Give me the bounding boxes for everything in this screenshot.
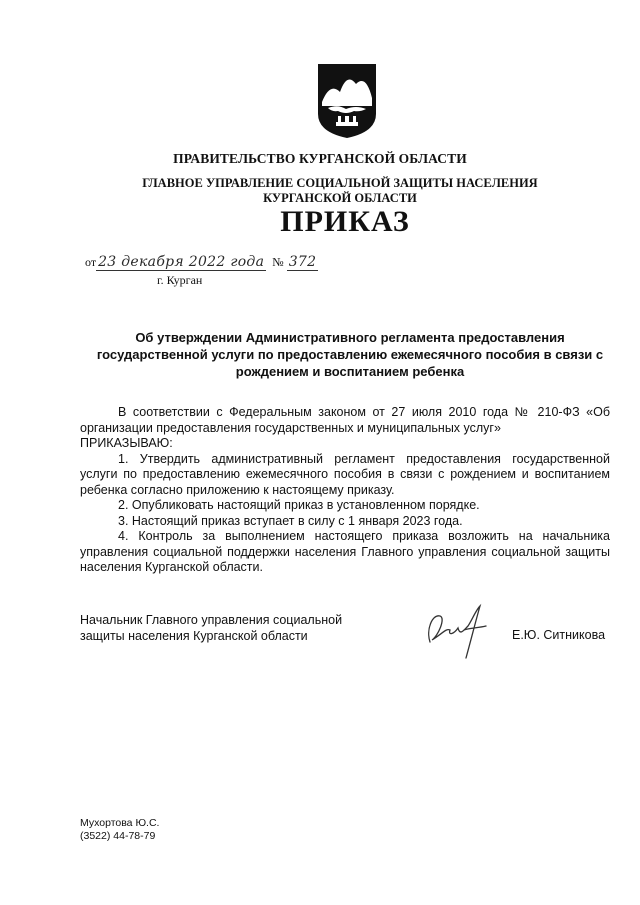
order-keyword: ПРИКАЗЫВАЮ:	[80, 436, 173, 450]
order-subject	[80, 329, 620, 380]
signatory-position-line2: защиты населения Курганской области	[80, 629, 308, 643]
handwritten-date: 23 декабря 2022 года	[98, 254, 265, 270]
handwritten-signature	[420, 600, 492, 662]
department-name	[0, 176, 640, 206]
handwritten-number: 372	[288, 254, 317, 270]
preamble-paragraph: В соответствии с Федеральным законом от 27 июля 2010 года № 210-ФЗ «Об организации предоставления государственных и муниципальных услуг»	[80, 405, 610, 435]
subject-line2: государственной услуги по предоставлению ежемесячного пособия в связи с	[96, 347, 604, 362]
department-name-line2: КУРГАНСКОЙ ОБЛАСТИ	[263, 191, 417, 205]
executor-name: Мухортова Ю.С.	[80, 817, 160, 829]
government-name: ПРАВИТЕЛЬСТВО КУРГАНСКОЙ ОБЛАСТИ	[173, 151, 467, 166]
order-item-1: 1. Утвердить административный регламент предоставления государственной услуги по предоставлению ежемесячного пособия в связи с рождением и воспитанием ребенка согласно приложению к настоящему приказу.	[80, 451, 610, 497]
order-item-2: 2. Опубликовать настоящий приказ в установленном порядке.	[118, 498, 480, 512]
order-body	[80, 405, 610, 576]
date-prefix: от	[85, 255, 97, 269]
signatory-position-line1: Начальник Главного управления социальной	[80, 613, 343, 627]
signatory-name: Е.Ю. Ситникова	[512, 628, 606, 642]
subject-line1: Об утверждении Административного регламента предоставления	[135, 330, 565, 345]
order-item-4: 4. Контроль за выполнением настоящего приказа возложить на начальника управления социальной поддержки населения Главного управления социальной защиты населения Курганской области.	[80, 529, 610, 574]
registration-line	[85, 254, 318, 271]
number-prefix: №	[272, 255, 284, 269]
executor-block	[80, 817, 159, 843]
subject-line3: рождением и воспитанием ребенка	[235, 364, 465, 379]
signatory-position	[80, 612, 342, 644]
order-item-3: 3. Настоящий приказ вступает в силу с 1 января 2023 года.	[118, 513, 463, 528]
document-type-title: ПРИКАЗ	[280, 205, 410, 238]
city-label: г. Курган	[157, 273, 203, 287]
coat-of-arms-emblem	[316, 62, 378, 140]
executor-phone: (3522) 44-78-79	[80, 830, 156, 842]
department-name-line1: ГЛАВНОЕ УПРАВЛЕНИЕ СОЦИАЛЬНОЙ ЗАЩИТЫ НАСЕЛЕНИЯ	[142, 176, 538, 190]
